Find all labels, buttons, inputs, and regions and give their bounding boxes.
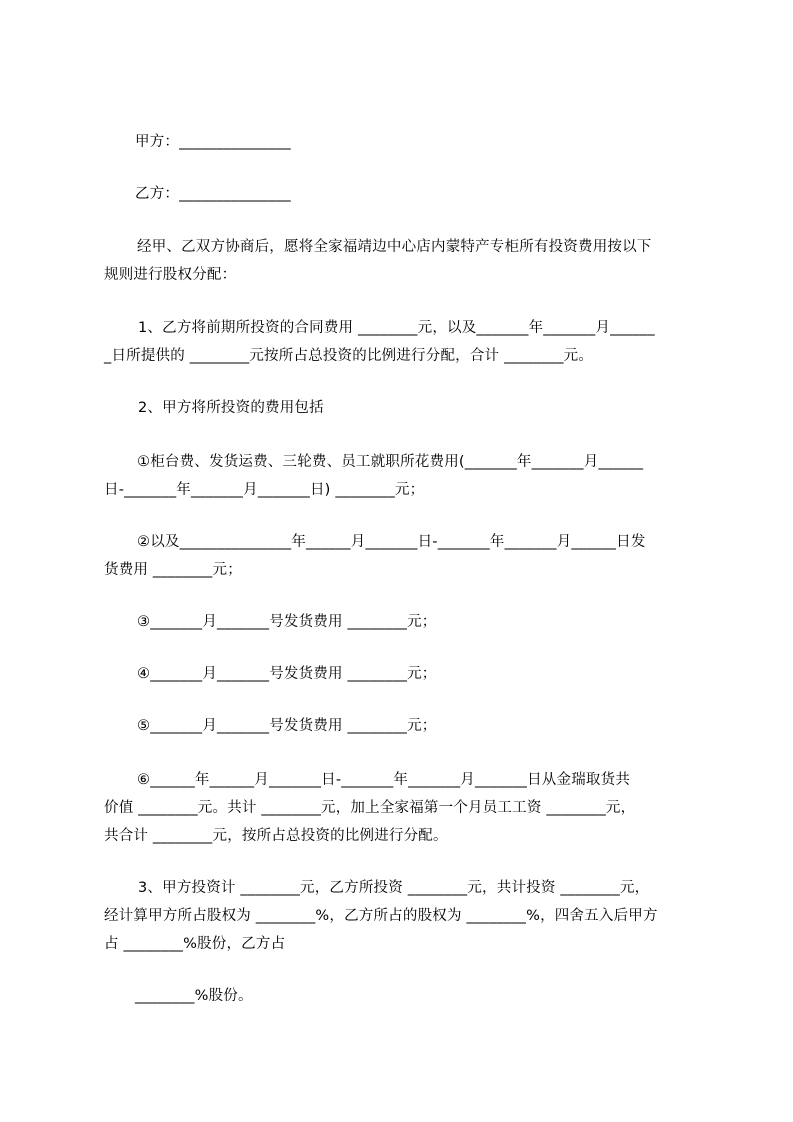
clause-3-line-2: 经计算甲方所占股权为 ________%，乙方所占的股权为 ________%，四舍五入后甲方 xyxy=(104,908,658,924)
intro-line-1: 经甲、乙双方协商后，愿将全家福靖边中心店内蒙特产专柜所有投资费用按以下 xyxy=(137,239,652,255)
item-1-line-1: ①柜台费、发货运费、三轮费、员工就职所花费用(_______年_______月______ xyxy=(137,454,644,470)
clause-1-line-2: _日所提供的 ________元按所占总投资的比例进行分配，合计 ________元。 xyxy=(104,348,594,364)
clause-3-line-1: 3、甲方投资计 ________元，乙方所投资 ________元，共计投资 ________元， xyxy=(138,880,650,896)
item-2-line-1: ②以及_______________年______月_______日-_______年_______月______日发 xyxy=(137,534,646,550)
clause-3-line-3: 占 ________%股份，乙方占 xyxy=(104,936,286,952)
party-a-line: 甲方：_______________ xyxy=(135,134,291,150)
item-6-line-3: 共合计 ________元，按所占总投资的比例进行分配。 xyxy=(104,828,448,844)
item-1-line-2: 日-_______年_______月_______日) ________元； xyxy=(104,482,425,498)
item-2-line-2: 货费用 ________元； xyxy=(104,562,242,578)
item-6-line-2: 价值 ________元。共计 ________元，加上全家福第一个月员工工资 ________元， xyxy=(104,800,636,816)
item-6-line-1: ⑥______年______月_______日-_______年_______月_______日从金瑞取货共 xyxy=(137,772,631,788)
clause-1-line-1: 1、乙方将前期所投资的合同费用 ________元，以及_______年_______月______ xyxy=(138,320,655,336)
item-4-line: ④_______月_______号发货费用 ________元； xyxy=(137,666,437,682)
item-3-line: ③_______月_______号发货费用 ________元； xyxy=(137,614,437,630)
intro-line-2: 规则进行股权分配： xyxy=(104,267,237,283)
clause-2-title: 2、甲方将所投资的费用包括 xyxy=(138,400,324,416)
clause-3-line-4: ________%股份。 xyxy=(135,988,253,1004)
item-5-line: ⑤_______月_______号发货费用 ________元； xyxy=(137,718,437,734)
party-b-line: 乙方：_______________ xyxy=(135,186,291,202)
